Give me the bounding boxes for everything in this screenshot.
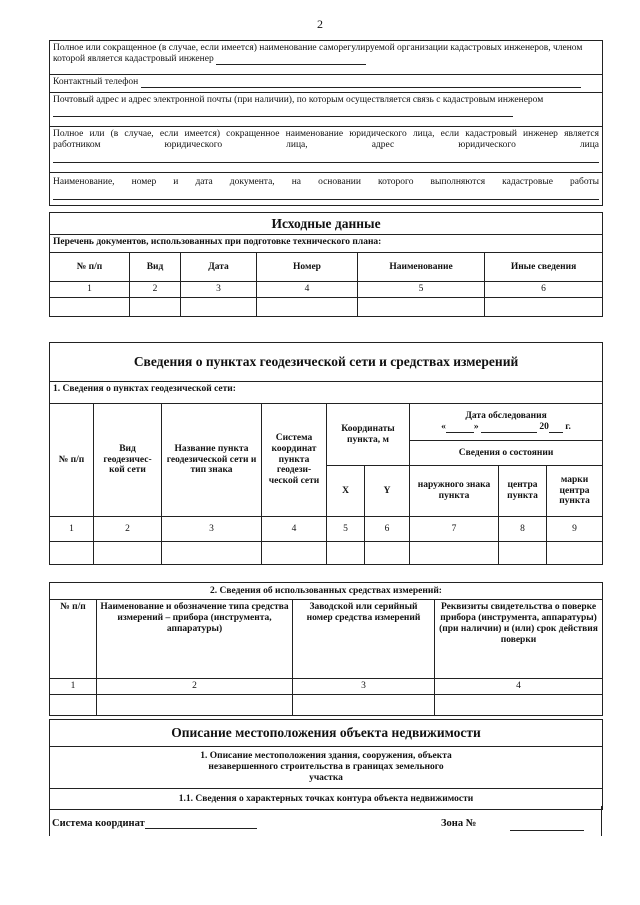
source-num-5: 5 — [358, 282, 485, 298]
page-number: 2 — [317, 17, 323, 31]
sro-label: Полное или сокращенное (в случае, если имеется) наименование саморегулируемой организации кадастровых инженеров, членом которой является кадастровый инженер — [53, 43, 583, 64]
geo-header-system: Система координат пункта геодези-ческой сети — [262, 404, 327, 517]
geo-num-8: 8 — [499, 517, 547, 542]
inst-header-name: Наименование и обозначение типа средства измерений – прибора (инструмента, аппаратуры) — [97, 600, 293, 679]
inst-header-cert: Реквизиты свидетельства о поверке прибора (инструмента, аппаратуры) (при наличии) и (или) срок действия поверки — [435, 600, 603, 679]
geo-header-state: Сведения о состоянии — [410, 441, 603, 466]
document-cell — [50, 173, 603, 206]
geo-num-7: 7 — [410, 517, 499, 542]
document-label: Наименование, номер и дата документа, на основании которого выполняются кадастровые работы — [53, 177, 599, 187]
zone-line — [510, 830, 584, 831]
geo-num-6: 6 — [365, 517, 410, 542]
col-header-date: Дата — [181, 253, 257, 282]
location-table — [49, 719, 603, 810]
geo-date-year-line — [549, 432, 563, 433]
source-empty-cell — [181, 298, 257, 317]
geo-num-1: 1 — [50, 517, 94, 542]
col-header-number: Номер — [257, 253, 358, 282]
location-sub1: 1. Описание местоположения здания, сооружения, объекта незавершенного строительства в границах земельного участка — [50, 747, 603, 789]
inst-num-4: 4 — [435, 679, 603, 695]
geo-empty-cell — [162, 542, 262, 565]
geodetic-sub1: 1. Сведения о пунктах геодезической сети: — [50, 382, 603, 404]
geo-empty-cell — [327, 542, 365, 565]
geo-num-5: 5 — [327, 517, 365, 542]
geo-header-center: центра пункта — [499, 466, 547, 517]
geo-header-type: Вид геодезичес-кой сети — [94, 404, 162, 517]
coord-system-label: Система координат — [52, 818, 145, 829]
phone-label: Контактный телефон — [53, 77, 139, 87]
geo-empty-cell — [410, 542, 499, 565]
geo-date-label: Дата обследования — [465, 411, 547, 422]
geo-empty-cell — [365, 542, 410, 565]
geo-header-marks: марки центра пункта — [547, 466, 603, 517]
geo-empty-cell — [547, 542, 603, 565]
geo-header-y: Y — [365, 466, 410, 517]
source-empty-cell — [130, 298, 181, 317]
inst-empty-cell — [50, 694, 97, 715]
engineer-info-table — [49, 40, 603, 206]
geo-empty-cell — [50, 542, 94, 565]
geo-num-9: 9 — [547, 517, 603, 542]
geo-date-day-line — [446, 432, 474, 433]
source-num-4: 4 — [257, 282, 358, 298]
col-header-other: Иные сведения — [485, 253, 603, 282]
source-empty-cell — [485, 298, 603, 317]
geo-date-year: 20 — [539, 422, 549, 432]
document-line — [53, 188, 599, 200]
inst-header-num: № п/п — [50, 600, 97, 679]
source-num-1: 1 — [50, 282, 130, 298]
source-empty-cell — [50, 298, 130, 317]
sro-line — [216, 64, 366, 65]
geo-header-date — [410, 404, 603, 441]
phone-cell — [50, 75, 603, 93]
col-header-num: № п/п — [50, 253, 130, 282]
geo-empty-cell — [94, 542, 162, 565]
phone-line — [141, 87, 581, 88]
geo-date-month-line — [481, 432, 537, 433]
source-num-6: 6 — [485, 282, 603, 298]
geo-date-quote-close: » — [473, 422, 479, 432]
postal-cell — [50, 93, 603, 127]
left-border-continuation — [49, 806, 50, 836]
postal-line — [53, 116, 513, 117]
source-num-2: 2 — [130, 282, 181, 298]
col-header-type: Вид — [130, 253, 181, 282]
postal-label: Почтовый адрес и адрес электронной почты (при наличии), по которым осуществляется связь с кадастровым инженером — [53, 95, 544, 105]
source-empty-cell — [257, 298, 358, 317]
coord-system-row — [52, 818, 602, 829]
instruments-title: 2. Сведения об использованных средствах измерений: — [50, 583, 603, 600]
geo-empty-cell — [262, 542, 327, 565]
geo-header-name: Название пункта геодезической сети и тип знака — [162, 404, 262, 517]
location-sub11: 1.1. Сведения о характерных точках контура объекта недвижимости — [50, 789, 603, 810]
geodetic-table — [49, 342, 603, 565]
geo-num-2: 2 — [94, 517, 162, 542]
source-list-title: Перечень документов, использованных при подготовке технического плана: — [50, 235, 603, 253]
inst-header-serial: Заводской или серийный номер средства измерений — [293, 600, 435, 679]
inst-empty-cell — [435, 694, 603, 715]
source-num-3: 3 — [181, 282, 257, 298]
geo-header-num: № п/п — [50, 404, 94, 517]
legal-entity-line — [53, 151, 599, 163]
source-data-table — [49, 212, 603, 317]
location-title: Описание местоположения объекта недвижимости — [50, 720, 603, 747]
coord-system-line — [145, 828, 257, 829]
sro-cell — [50, 41, 603, 75]
geo-header-coords: Координаты пункта, м — [327, 404, 410, 466]
geo-date-quote-open: « — [441, 422, 446, 432]
geo-header-outer: наружного знака пункта — [410, 466, 499, 517]
legal-entity-label: Полное или (в случае, если имеется) сокращенное наименование юридического лица, если кадастровый инженер является работником юридического лица, адрес юридического лица — [53, 129, 599, 150]
col-header-name: Наименование — [358, 253, 485, 282]
source-title: Исходные данные — [50, 213, 603, 235]
inst-empty-cell — [97, 694, 293, 715]
inst-empty-cell — [293, 694, 435, 715]
zone-label: Зона № — [441, 818, 477, 829]
instruments-table — [49, 582, 603, 716]
geodetic-title: Сведения о пунктах геодезической сети и средствах измерений — [50, 343, 603, 382]
inst-num-1: 1 — [50, 679, 97, 695]
geo-empty-cell — [499, 542, 547, 565]
geo-header-x: X — [327, 466, 365, 517]
legal-entity-cell — [50, 127, 603, 173]
inst-num-3: 3 — [293, 679, 435, 695]
inst-num-2: 2 — [97, 679, 293, 695]
geo-date-g: г. — [565, 422, 571, 432]
geo-num-4: 4 — [262, 517, 327, 542]
geo-num-3: 3 — [162, 517, 262, 542]
source-empty-cell — [358, 298, 485, 317]
